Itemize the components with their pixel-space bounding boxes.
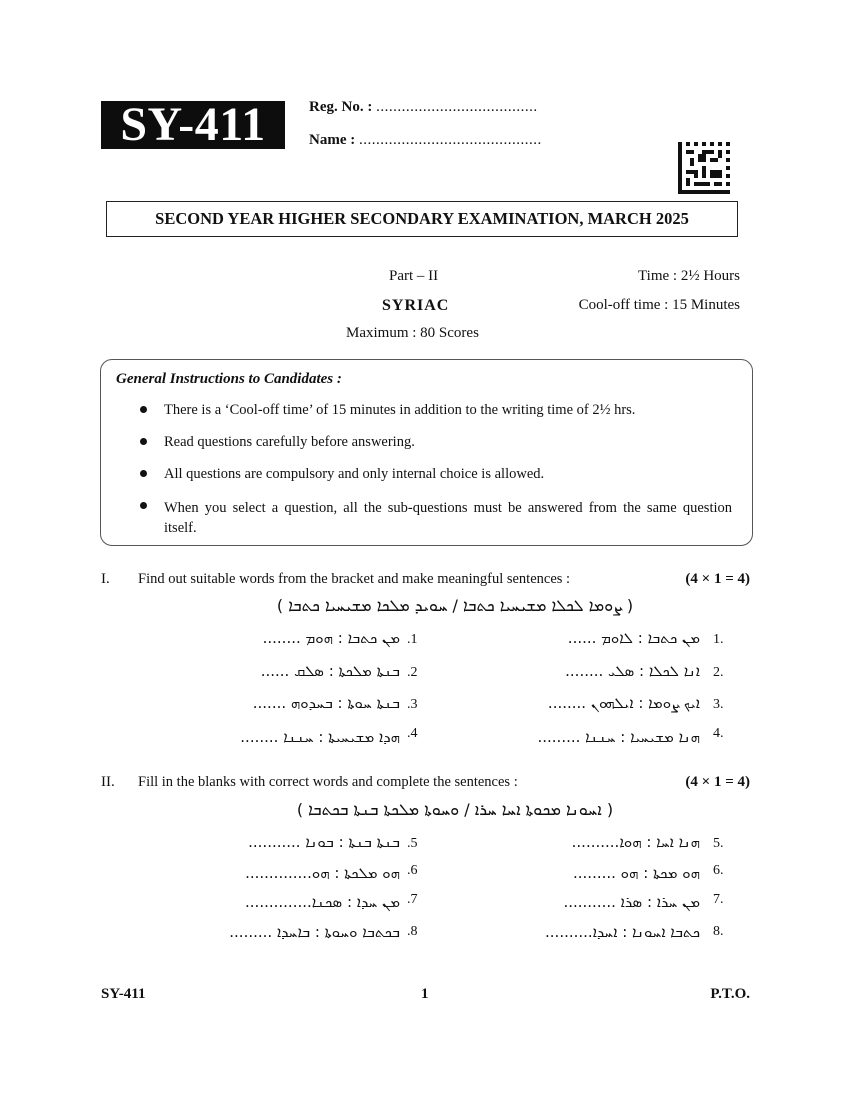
- item-number: .8: [407, 924, 418, 939]
- question-number: I.: [101, 571, 110, 587]
- item-number: 1.: [713, 632, 724, 647]
- part-label: Part – II: [389, 268, 439, 284]
- sentence-item: ܟܬܒܐ ܐܚܘܢܐ : ܐܚܕܐ..........: [545, 923, 700, 941]
- item-number: 5.: [713, 836, 724, 851]
- instructions-title: General Instructions to Candidates :: [116, 371, 342, 387]
- bullet-icon: [140, 406, 147, 413]
- bullet-icon: [140, 438, 147, 445]
- word-bank: ( ܨܘܡܐ ܠܟܠܐ ܡܫܝܚܝܐ ܟܬܒܐ / ܚܘܝܕ ܡܠܟܐ ܡܫܝܚܝܐ ܟܬܒܐ ): [276, 596, 634, 615]
- item-number: .4: [407, 726, 418, 741]
- page-number: 1: [421, 986, 429, 1002]
- name-blank: ...........................................: [358, 132, 542, 148]
- item-number: .3: [407, 697, 418, 712]
- item-number: 6.: [713, 863, 724, 878]
- sentence-item: ܡܢ ܟܬܒܐ : ܠܐܘܡ ......: [567, 629, 700, 647]
- sentence-item: ܐܢܐ ܠܟܠܐ : ܣܠܝ ........: [565, 662, 700, 680]
- item-number: 2.: [713, 665, 724, 680]
- bullet-icon: [140, 470, 147, 477]
- question-number: II.: [101, 774, 115, 790]
- question-marks: (4 × 1 = 4): [685, 774, 750, 790]
- cooloff-label: Cool-off time : 15 Minutes: [578, 297, 740, 313]
- reg-no-blank: ......................................: [376, 99, 538, 115]
- item-number: .2: [407, 665, 418, 680]
- sentence-item: ܒܢܬܐ ܒܢܬܐ : ܒܘܢܐ ...........: [248, 833, 400, 851]
- question-text: Find out suitable words from the bracket and make meaningful sentences :: [138, 571, 571, 587]
- qr-code-icon: [678, 142, 730, 194]
- sentence-item: ܒܢܬܐ ܚܘܬܐ : ܒܚܕܘܗ .......: [252, 694, 400, 712]
- reg-no-line: [309, 99, 538, 116]
- max-scores: Maximum : 80 Scores: [346, 325, 479, 341]
- sentence-item: ܐܝܟ ܨܘܡܐ : ܐܝܠܗܘܢ ........: [547, 694, 700, 712]
- sentence-item: ܗܕܐ ܡܫܝܚܝܬܐ : ܚܢܢܐ ........: [240, 728, 400, 746]
- sentence-item: ܡܢ ܚܕܐ : ܣܟܢܐ..............: [245, 893, 400, 911]
- item-number: 4.: [713, 726, 724, 741]
- paper-code: SY-411: [101, 101, 285, 149]
- instruction-item: All questions are compulsory and only internal choice is allowed.: [164, 466, 545, 482]
- word-bank: ( ܐܚܘܢܐ ܡܟܘܬܐ ܐܚܐ ܚܪܐ / ܘܚܘܬܐ ܡܠܟܬܐ ܒܢܬܐ ܒܟܬܒܐ ): [296, 800, 614, 819]
- sentence-item: ܡܢ ܚܪܐ : ܣܪܐ ...........: [563, 893, 700, 911]
- subject-title: SYRIAC: [382, 297, 450, 314]
- question-marks: (4 × 1 = 4): [685, 571, 750, 587]
- footer-code: SY-411: [101, 986, 146, 1002]
- item-number: 7.: [713, 892, 724, 907]
- item-number: 8.: [713, 924, 724, 939]
- name-line: [309, 132, 542, 149]
- instruction-item: Read questions carefully before answering.: [164, 434, 415, 450]
- sentence-item: ܗܢܐ ܡܫܝܚܝܐ : ܚܢܢܐ .........: [537, 728, 700, 746]
- time-label: Time : 2½ Hours: [638, 268, 740, 284]
- sentence-item: ܒܟܬܒܐ ܘܚܘܬܐ : ܒܐܚܕܐ .........: [229, 923, 400, 941]
- item-number: .5: [407, 836, 418, 851]
- item-number: .6: [407, 863, 418, 878]
- question-text: Fill in the blanks with correct words and complete the sentences :: [138, 774, 518, 790]
- sentence-item: ܗܘ ܡܠܟܬܐ : ܗܘ..............: [245, 864, 400, 882]
- pto-label: P.T.O.: [710, 986, 750, 1002]
- item-number: 3.: [713, 697, 724, 712]
- item-number: .1: [407, 632, 418, 647]
- name-label: Name :: [309, 132, 356, 148]
- bullet-icon: [140, 502, 147, 509]
- instruction-item: There is a ‘Cool-off time’ of 15 minutes in addition to the writing time of 2½ hrs.: [164, 402, 636, 418]
- sentence-item: ܗܢܐ ܐܚܐ : ܗܘܐ..........: [571, 833, 700, 851]
- sentence-item: ܒܢܬܐ ܡܠܟܬܐ : ܣܠܩ ......: [260, 662, 400, 680]
- item-number: .7: [407, 892, 418, 907]
- reg-no-label: Reg. No. :: [309, 99, 373, 115]
- instruction-item: When you select a question, all the sub-questions must be answered from the same question itself.: [164, 500, 732, 536]
- sentence-item: ܗܘ ܡܟܬܐ : ܗܘ .........: [573, 864, 700, 882]
- exam-title: SECOND YEAR HIGHER SECONDARY EXAMINATION, MARCH 2025: [106, 201, 738, 237]
- sentence-item: ܡܢ ܟܬܒܐ : ܗܘܡ ........: [262, 629, 400, 647]
